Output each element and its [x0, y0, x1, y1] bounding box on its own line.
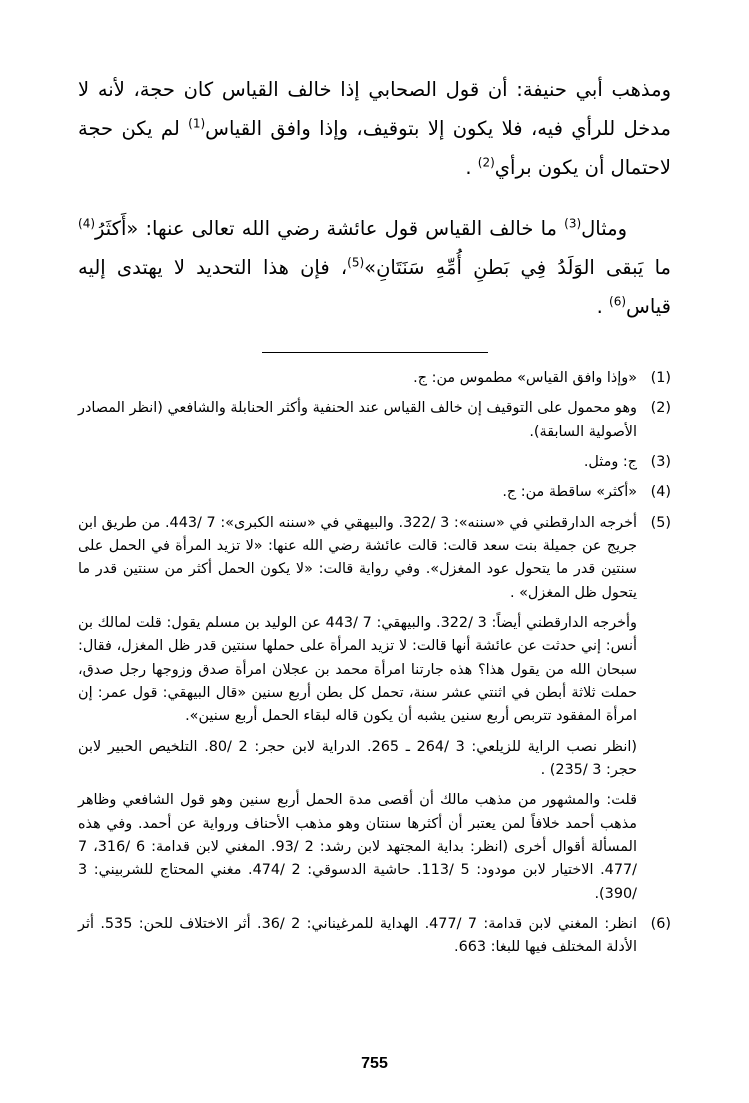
footnote-number: (2) [650, 400, 671, 417]
footnote-body [78, 512, 637, 906]
body-paragraph-2 [78, 209, 671, 326]
body-text-segment: لم يكن حجة لاحتمال أن يكون برأي [78, 117, 671, 179]
footnote-number: (4) [650, 484, 671, 501]
footnote-body [78, 397, 637, 444]
footnote-body [78, 451, 637, 474]
body-paragraph-1 [78, 70, 671, 187]
footnote-number: (5) [650, 514, 671, 531]
body-text-segment: ما يَبقى الوَلَدُ فِي بَطنِ أُمِّهِ سَنَتَانِ» [364, 256, 671, 279]
footnote-number: (6) [650, 915, 671, 932]
footnote-ref-1[interactable]: (1) [188, 116, 206, 131]
footnote-paragraph: قلت: والمشهور من مذهب مالك أن أقصى مدة الحمل أربع سنين وهو قول الشافعي وظاهر مذهب أحمد خلافاً لمن يعتبر أن أكثرها سنتان وهو مذهب الأحناف ورواية عن أحمد. وفي هذه المسألة أقوال أخرى (انظر: بداية المجتهد لابن رشد: 2 /93. المغني لابن قدامة: 6 /316، 7 /477. الاختيار لابن مودود: 5 /113. حاشية الدسوقي: 2 /474. مغني المحتاج للشربيني: 3 /390). [78, 792, 637, 902]
footnote-ref-3[interactable]: (3) [564, 216, 582, 231]
body-text [78, 70, 671, 326]
footnote-paragraph: «وإذا وافق القياس» مطموس من: ج. [413, 370, 637, 386]
footnote-ref-4[interactable]: (4) [78, 216, 96, 231]
body-text-segment: ، فإن هذا التحديد لا يهتدى إليه قياس [78, 256, 671, 318]
footnote-paragraph: وهو محمول على التوقيف إن خالف القياس عند الحنفية وأكثر الحنابلة والشافعي (انظر المصادر الأصولية السابقة). [78, 400, 637, 440]
footnote-ref-6[interactable]: (6) [609, 294, 627, 309]
body-text-segment: ومثال [581, 217, 627, 240]
footnote-paragraph: «أكثر» ساقطة من: ج. [502, 484, 637, 501]
body-text-segment: . [596, 295, 610, 318]
footnote-ref-2[interactable]: (2) [477, 155, 495, 170]
footnote-item [78, 913, 671, 960]
footnote-paragraph: انظر: المغني لابن قدامة: 7 /477. الهداية للمرغيناني: 2 /36. أثر الاختلاف للحن: 535. أثر الأدلة المختلف فيها للبغا: 663. [78, 915, 637, 956]
footnote-item [78, 451, 671, 474]
footnote-item [78, 367, 671, 390]
footnotes-section [78, 367, 671, 960]
footnote-separator [262, 352, 488, 353]
body-text-segment: . [465, 156, 478, 179]
footnote-paragraph: وأخرجه الدارقطني أيضاً: 3 /322. والبيهقي: 7 /443 عن الوليد بن مسلم يقول: قلت لمالك بن أنس: إني حدثت عن عائشة أنها قالت: لا تزيد المرأة على حملها سنتين قدر ظل المغزل، فقال: سبحان الله من يقول هذا؟ هذه جارتنا امرأة محمد بن عجلان امرأة صدق وزوجها رجل صدق، حملت ثلاثة أبطن في اثنتي عشر سنة، تحمل كل بطن أربع سنين «قال البيهقي: قول عمر: إن امرأة المفقود تتربص أربع سنين يشبه أن يكون قاله لبقاء الحمل أربع سنين». [78, 614, 637, 725]
footnote-paragraph: (انظر نصب الراية للزيلعي: 3 /264 ـ 265. الدراية لابن حجر: 2 /80. التلخيص الحبير لابن حجر: 3 /235) . [78, 738, 637, 778]
footnote-body [78, 913, 637, 960]
footnote-paragraph: ج: ومثل. [583, 453, 637, 470]
footnote-item [78, 512, 671, 906]
footnote-number: (1) [650, 370, 671, 386]
footnote-body [78, 367, 637, 390]
page-number: 755 [361, 1055, 388, 1072]
footnote-ref-5[interactable]: (5) [347, 255, 365, 270]
footnote-body [78, 481, 637, 504]
body-text-segment: ما خالف القياس قول عائشة رضي الله تعالى عنها: «أَكثَرُ [95, 217, 565, 240]
body-text-segment: ومذهب أبي حنيفة: أن قول الصحابي إذا خالف القياس كان حجة، لأنه لا مدخل للرأي فيه، فلا يكون إلا بتوقيف، وإذا وافق القياس [78, 78, 671, 140]
footnote-paragraph: أخرجه الدارقطني في «سننه»: 3 /322. والبيهقي في «سننه الكبرى»: 7 /443. من طريق ابن جريج عن جميلة بنت سعد قالت: قالت عائشة رضي الله عنها: «لا تزيد المرأة في الحمل على سنتين قدر ما يتحول عود المغزل». وفي رواية قالت: «لا يكون الحمل أكثر من سنتين قدر ما يتحول ظل المغزل» . [78, 514, 637, 601]
footnote-item [78, 481, 671, 504]
footnote-item [78, 397, 671, 444]
footnote-number: (3) [650, 453, 671, 470]
